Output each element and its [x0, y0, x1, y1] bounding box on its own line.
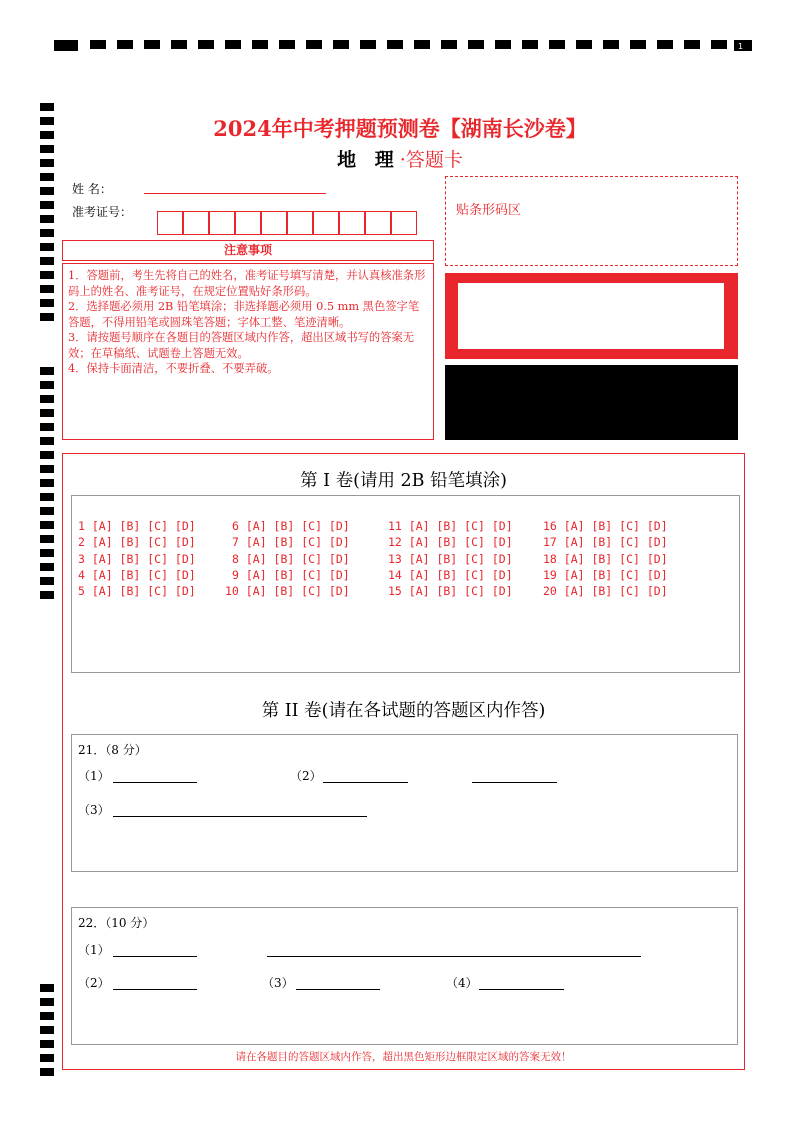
- mc-question-row[interactable]: 16 [A] [B] [C] [D]: [543, 519, 668, 533]
- footer-warning: 请在各题目的答题区域内作答，超出黑色矩形边框限定区域的答案无效！: [235, 1051, 572, 1063]
- mc-question-row[interactable]: 11 [A] [B] [C] [D]: [388, 519, 513, 533]
- exam-id-label: 准考证号：: [72, 205, 133, 219]
- barcode-area: [445, 176, 738, 266]
- subject-subtitle: [0, 145, 800, 172]
- question-22-box: [71, 907, 738, 1045]
- exam-id-digit-box[interactable]: [391, 211, 417, 235]
- answer-sheet-label: ·答题卡: [399, 149, 463, 171]
- question-21-box: [71, 734, 738, 872]
- exam-id-digit-box[interactable]: [157, 211, 183, 235]
- black-block: [445, 365, 738, 440]
- mc-question-row[interactable]: 4 [A] [B] [C] [D]: [78, 568, 196, 582]
- exam-title: 2024年中考押题预测卷【湖南长沙卷】: [213, 116, 587, 141]
- q22-part3-label: （3）: [262, 976, 294, 990]
- question-21-header: 21．（8 分）: [78, 743, 147, 757]
- q22-part2-answer-line[interactable]: [113, 989, 197, 990]
- notice-item: 4．保持卡面清洁，不要折叠、不要弄破。: [68, 362, 279, 375]
- mc-question-row[interactable]: 1 [A] [B] [C] [D]: [78, 519, 196, 533]
- q22-part2-label: （2）: [78, 976, 110, 990]
- mc-question-row[interactable]: 6 [A] [B] [C] [D]: [232, 519, 350, 533]
- name-label: 姓 名：: [72, 182, 112, 196]
- q21-part3-answer-line[interactable]: [113, 816, 367, 817]
- page-number: 1: [738, 42, 744, 51]
- notice-heading: 注意事项: [62, 240, 434, 261]
- mc-question-row[interactable]: 12 [A] [B] [C] [D]: [388, 535, 513, 549]
- notice-item: 1．答题前，考生先将自己的姓名，准考证号填写清楚，并认真核准条形码上的姓名、准考证号，在规定位置贴好条形码。: [68, 269, 426, 298]
- notice-item: 2．选择题必须用 2B 铅笔填涂；非选择题必须用 0.5 mm 黑色签字笔答题，不得用铅笔或圆珠笔答题；字体工整、笔迹清晰。: [68, 300, 420, 329]
- q21-part3-label: （3）: [78, 803, 110, 817]
- mc-question-row[interactable]: 20 [A] [B] [C] [D]: [543, 584, 668, 598]
- mc-question-row[interactable]: 7 [A] [B] [C] [D]: [232, 535, 350, 549]
- barcode-label: 贴条形码区: [456, 203, 522, 218]
- name-field[interactable]: [144, 193, 326, 194]
- exam-id-digit-box[interactable]: [183, 211, 209, 235]
- exam-id-digit-box[interactable]: [287, 211, 313, 235]
- mc-question-row[interactable]: 8 [A] [B] [C] [D]: [232, 552, 350, 566]
- section1-title: 第 I 卷(请用 2B 铅笔填涂): [300, 471, 507, 491]
- exam-id-digit-box[interactable]: [313, 211, 339, 235]
- q22-part1-answer-line[interactable]: [113, 956, 197, 957]
- q21-part1-answer-line[interactable]: [113, 782, 197, 783]
- mc-question-row[interactable]: 5 [A] [B] [C] [D]: [78, 584, 196, 598]
- section2-title: 第 II 卷(请在各试题的答题区内作答): [261, 701, 546, 721]
- q21-part2b-answer-line[interactable]: [472, 782, 557, 783]
- mc-question-row[interactable]: 14 [A] [B] [C] [D]: [388, 568, 513, 582]
- mc-question-row[interactable]: 17 [A] [B] [C] [D]: [543, 535, 668, 549]
- mc-question-row[interactable]: 3 [A] [B] [C] [D]: [78, 552, 196, 566]
- q22-part3-answer-line[interactable]: [296, 989, 380, 990]
- mc-question-row[interactable]: 13 [A] [B] [C] [D]: [388, 552, 513, 566]
- mc-question-row[interactable]: 10 [A] [B] [C] [D]: [225, 584, 350, 598]
- mc-question-row[interactable]: 19 [A] [B] [C] [D]: [543, 568, 668, 582]
- q21-part1-label: （1）: [78, 769, 110, 783]
- exam-id-digit-box[interactable]: [209, 211, 235, 235]
- subject-name: 地 理: [337, 149, 400, 171]
- q22-part1-label: （1）: [78, 943, 110, 957]
- question-22-header: 22．（10 分）: [78, 916, 155, 930]
- absent-mark-frame: [445, 273, 738, 359]
- q21-part2-answer-line[interactable]: [323, 782, 408, 783]
- notice-box: [62, 263, 434, 440]
- exam-id-digit-box[interactable]: [365, 211, 391, 235]
- mc-question-row[interactable]: 9 [A] [B] [C] [D]: [232, 568, 350, 582]
- mc-question-row[interactable]: 2 [A] [B] [C] [D]: [78, 535, 196, 549]
- mc-question-row[interactable]: 18 [A] [B] [C] [D]: [543, 552, 668, 566]
- notice-item: 3．请按题号顺序在各题目的答题区域内作答，超出区域书写的答案无效；在草稿纸、试题卷上答题无效。: [68, 331, 415, 360]
- q22-part4-label: （4）: [446, 976, 478, 990]
- exam-id-digit-box[interactable]: [261, 211, 287, 235]
- exam-id-digit-box[interactable]: [235, 211, 261, 235]
- q22-part4-answer-line[interactable]: [479, 989, 564, 990]
- mc-question-row[interactable]: 15 [A] [B] [C] [D]: [388, 584, 513, 598]
- q22-part1b-answer-line[interactable]: [267, 956, 641, 957]
- exam-id-digit-box[interactable]: [339, 211, 365, 235]
- q21-part2-label: （2）: [290, 769, 322, 783]
